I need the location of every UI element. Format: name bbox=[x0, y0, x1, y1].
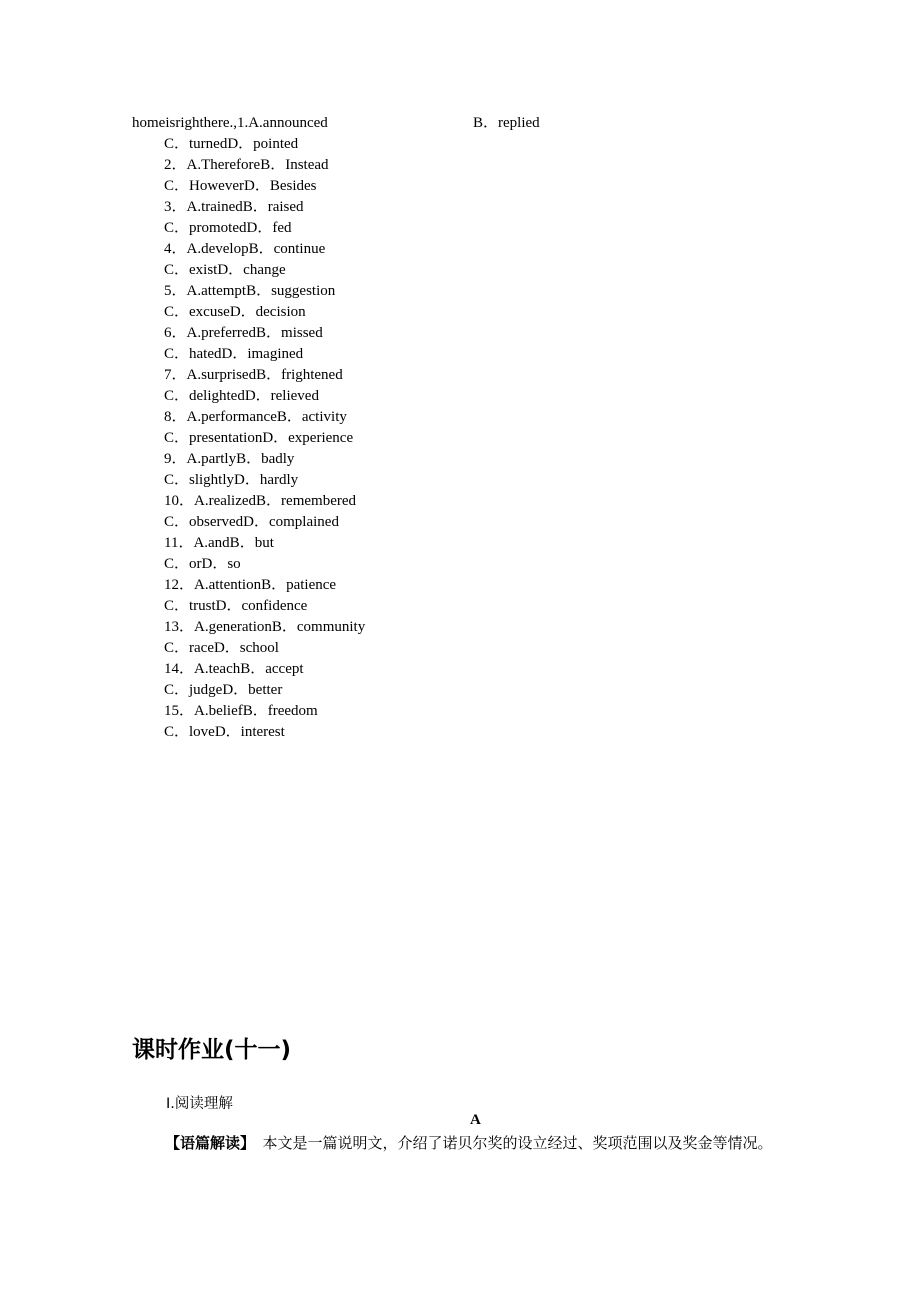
answer-option-line: C．promotedD．fed bbox=[164, 220, 292, 236]
answer-option-line: 8．A.performanceB．activity bbox=[164, 409, 347, 425]
answer-option-line: C．raceD．school bbox=[164, 640, 279, 656]
answer-option-line: 9．A.partlyB．badly bbox=[164, 451, 295, 467]
answer-option-line: C．HoweverD．Besides bbox=[164, 178, 317, 194]
answer-option-line: C．trustD．confidence bbox=[164, 598, 308, 614]
answer-option-line: 5．A.attemptB．suggestion bbox=[164, 283, 336, 299]
answer-option-line: 3．A.trainedB．raised bbox=[164, 199, 304, 215]
answer-option-line: 6．A.preferredB．missed bbox=[164, 325, 323, 341]
answer-option-line: C．loveD．interest bbox=[164, 724, 285, 740]
section-title: 课时作业(十一) bbox=[132, 1037, 292, 1063]
answer-option-line: C．presentationD．experience bbox=[164, 430, 354, 446]
answer-option-line: C．existD．change bbox=[164, 262, 286, 278]
answer-option-line: C．judgeD．better bbox=[164, 682, 283, 698]
answer-option-line: C．slightlyD．hardly bbox=[164, 472, 299, 488]
answer-option-line: 12．A.attentionB．patience bbox=[164, 577, 337, 593]
passage-label: A bbox=[470, 1112, 481, 1128]
answer-option-line: C．turnedD．pointed bbox=[164, 136, 299, 152]
answer-option-line: C．excuseD．decision bbox=[164, 304, 306, 320]
answer-option-line: C．hatedD．imagined bbox=[164, 346, 304, 362]
answer-option-line: C．delightedD．relieved bbox=[164, 388, 319, 404]
answer-line-1a: homeisrighthere.,1.A.announced bbox=[132, 115, 328, 131]
answer-option-line: 10．A.realizedB．remembered bbox=[164, 493, 357, 509]
analysis-paragraph bbox=[132, 1131, 797, 1155]
answer-option-line: C．orD．so bbox=[164, 556, 241, 572]
answer-option-line: C．observedD．complained bbox=[164, 514, 339, 530]
answer-option-line: 13．A.generationB．community bbox=[164, 619, 366, 635]
analysis-text: 本文是一篇说明文，介绍了诺贝尔奖的设立经过、奖项范围以及奖金等情况。 bbox=[247, 1134, 773, 1152]
answer-option-line: 2．A.ThereforeB．Instead bbox=[164, 157, 329, 173]
answer-line-1b: B．replied bbox=[473, 115, 540, 131]
answer-option-line: 4．A.developB．continue bbox=[164, 241, 326, 257]
answer-option-line: 14．A.teachB．accept bbox=[164, 661, 304, 677]
answer-option-line: 7．A.surprisedB．frightened bbox=[164, 367, 343, 383]
subsection-heading: Ⅰ.阅读理解 bbox=[166, 1096, 233, 1112]
analysis-label: 【语篇解读】 bbox=[165, 1134, 248, 1152]
answer-option-line: 11．A.andB．but bbox=[164, 535, 274, 551]
answer-option-line: 15．A.beliefB．freedom bbox=[164, 703, 318, 719]
